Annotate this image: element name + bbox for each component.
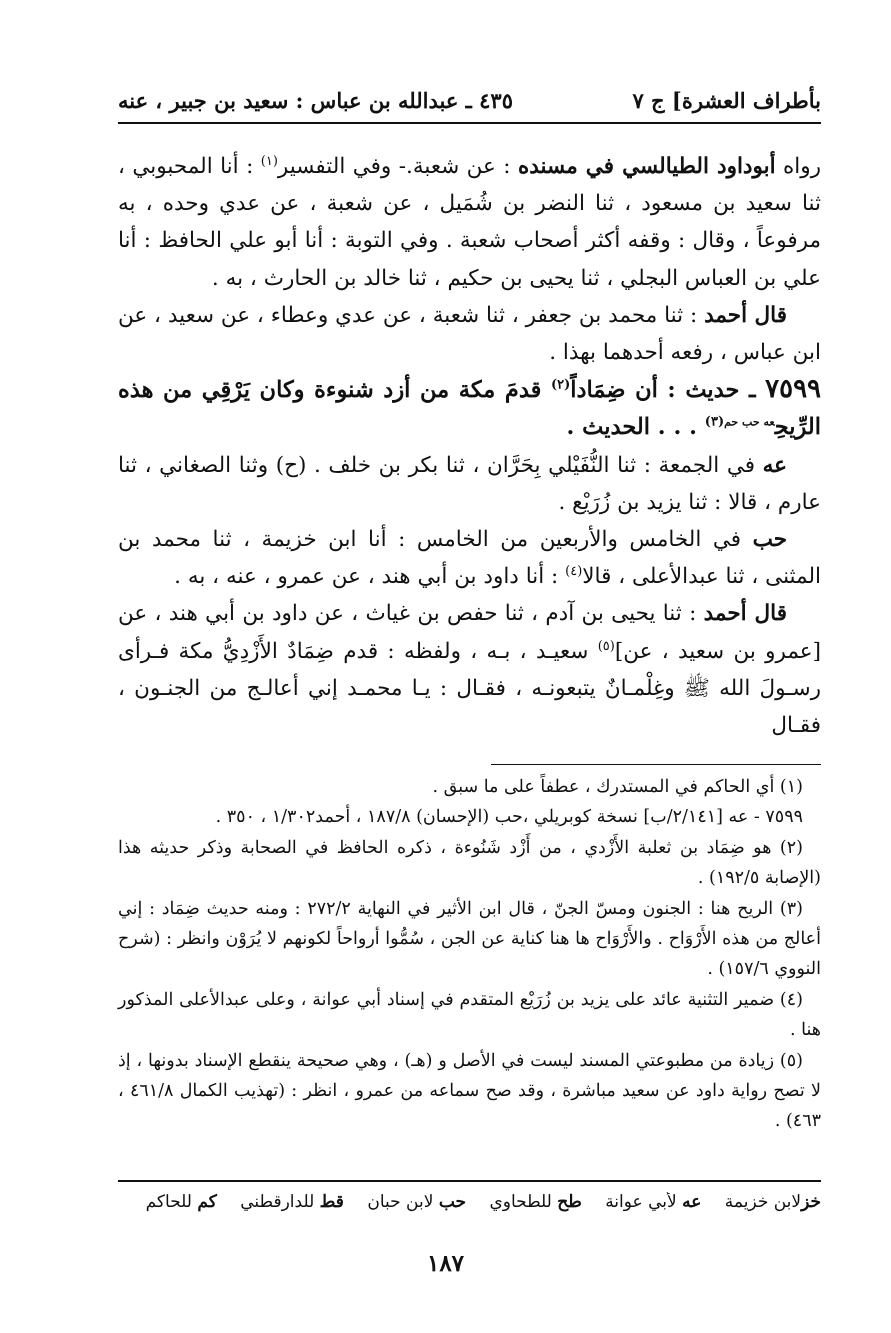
text-run: في الجمعة : ثنا النُّفَيْلي بِحَرَّان ، ثنا بكر بن خلف . (ح) وثنا الصغاني ، ثنا عارم ، قالا : ثنا يزيد بن زُرَيْع . [118, 452, 821, 515]
paragraph-ahmad-1 [118, 297, 821, 371]
source-name: أبوداود الطيالسي في مسنده [517, 154, 776, 179]
running-header [118, 82, 821, 124]
legend-label: للدارقطني [240, 1192, 315, 1212]
footnotes [118, 772, 821, 1137]
footnote-sources: ٧٥٩٩ - عه [٢/١٤١/ب] نسخة كوبريلي ،حب (الإحسان) ١٨٧/٨ ، أحمد١/٣٠٢ ، ٣٥٠ . [215, 807, 803, 828]
footnote-3: (٣) الريح هنا : الجنون ومسّ الجنّ ، قال ابن الأثير في النهاية ٢٧٢/٢ : ومنه حديث ضِمَاد : إني أعالج من هذه الأَرْوَاح . والأَرْوَاح ها هنا كناية عن الجن ، سُمُّوا أرواحاً لكونهم لا يُرَوْن وانظر : (شرح النووي ١٥٧/٦) . [118, 898, 821, 980]
footnote-5: (٥) زيادة من مطبوعتي المسند ليست في الأصل و (هـ) ، وهي صحيحة ينقطع الإسناد بدونها ، إذ لا تصح رواية داود عن سعيد مباشرة ، وقد صح سماعه من عمرو ، انظر : (تهذيب الكمال ٤٦١/٨ ، ٤٦٣) . [118, 1050, 821, 1132]
legend-item [367, 1192, 466, 1212]
footnote-4: (٤) ضمير التثنية عائد على يزيد بن زُرَيْع المتقدم في إسناد أبي عوانة ، وعلى عبدالأعلى المذكور هنا . [118, 989, 821, 1041]
page-number: ١٨٧ [426, 1250, 465, 1277]
text-run: : ثنا يحيى بن آدم ، ثنا حفص بن غياث ، عن داود بن أبي هند ، عن [عمرو بن سعيد ، عن] [118, 601, 822, 664]
header-chapter-title: ٤٣٥ ـ عبدالله بن عباس : سعيد بن جبير ، عنه [118, 88, 513, 113]
legend-label: للطحاوي [489, 1192, 552, 1212]
header-book-title: بأطراف العشرة] ج ٧ [632, 88, 821, 113]
hadith-number: ٧٥٩٩ [765, 374, 821, 405]
text-run: قدمَ مكة من أزد شنوءة وكان يَرْقِي من هذه الرِّيحِ [118, 377, 821, 441]
footnote-ref-1[interactable]: (١) [260, 153, 278, 169]
text-run: : ثنا محمد بن جعفر ، ثنا شعبة ، عن عدي وعطاء ، عن سعيد ، عن ابن عباس ، رفعه أحدهما بهذا . [118, 302, 821, 366]
legend-abbr: قط [319, 1192, 344, 1212]
footnote-ref-2[interactable]: (٢) [550, 377, 571, 393]
legend-label: لأبي عوانة [605, 1192, 677, 1212]
text-run: سعيـد ، بـه ، ولفظه : قدم ضِمَادٌ الأَزْدِيُّ مكة فـرأى رسـولَ الله ﷺ وغِلْمـانٌ يتبعونـه ، فقـال : يـا محمـد إني أعالـج من الجنـون ، فقـال [118, 638, 821, 739]
main-text [118, 148, 821, 744]
legend-abbr: طح [557, 1192, 582, 1212]
legend-label: لابن حبان [367, 1192, 434, 1212]
legend-item [240, 1192, 344, 1212]
legend-separator [118, 1180, 821, 1182]
paragraph-ibn-hibban [118, 521, 821, 595]
footnote-ref-4[interactable]: (٤) [565, 564, 583, 580]
abbreviation-legend [118, 1192, 821, 1222]
footnote-1: (١) أي الحاكم في المستدرك ، عطفاً على ما سبق . [432, 777, 803, 797]
text-run: : أنا المحبوبي ، ثنا سعيد بن مسعود ، ثنا النضر بن شُمَيل ، عن شعبة ، عن عدي وحده ، به مرفوعاً ، وقال : وقفه أكثر أصحاب شعبة . وفي التوبة : أنا أبو علي الحافظ : أنا علي بن العباس البجلي ، ثنا يحيى بن حكيم ، ثنا خالد بن الحارث ، به . [118, 154, 821, 291]
source-abbr: عه [762, 452, 787, 478]
text-run: . . . الحديث . [566, 414, 705, 441]
paragraph-ahmad-2 [118, 595, 821, 744]
footnote-2: (٢) هو ضِمَاد بن ثعلبة الأَزْدي ، من أَزْد شَنُوءة ، ذكره الحافظ في الصحابة وذكر حديثه هذا (الإصابة ١٩٢/٥) . [118, 837, 821, 889]
source-name: قال أحمد [703, 601, 787, 627]
text-run: : عن شعبة.- وفي التفسير [277, 154, 518, 179]
hadith-heading [118, 371, 821, 446]
legend-item [489, 1192, 581, 1212]
text-run: ـ حديث : أن ضِمَاداً [570, 377, 766, 404]
paragraph-abudawud [118, 148, 821, 297]
text-run: في الخامس والأربعين من الخامس : أنا ابن خزيمة ، ثنا محمد بن المثنى ، ثنا عبدالأعلى ، قالا [118, 527, 821, 590]
footnote-ref-5[interactable]: (٥) [597, 638, 615, 654]
text-run: : أنا داود بن أبي هند ، عن عمرو ، عنه ، به . [174, 564, 566, 590]
legend-abbr: حب [438, 1192, 467, 1212]
legend-abbr: خز [801, 1192, 821, 1212]
legend-item [725, 1192, 821, 1212]
legend-label: للحاكم [145, 1192, 192, 1212]
legend-abbr: كم [197, 1192, 217, 1212]
footnote-ref-3[interactable]: (٣) [704, 414, 725, 430]
paragraph-abu-awana [118, 447, 821, 521]
legend-item [605, 1192, 701, 1212]
legend-abbr: عه [682, 1192, 702, 1212]
source-name: قال أحمد [704, 302, 787, 328]
text-run: رواه [775, 154, 822, 179]
footnote-separator [491, 764, 821, 765]
source-symbols: عه حب حم [724, 415, 775, 429]
source-abbr: حب [752, 527, 787, 553]
legend-label: لابن خزيمة [724, 1192, 802, 1212]
legend-item [146, 1192, 217, 1212]
